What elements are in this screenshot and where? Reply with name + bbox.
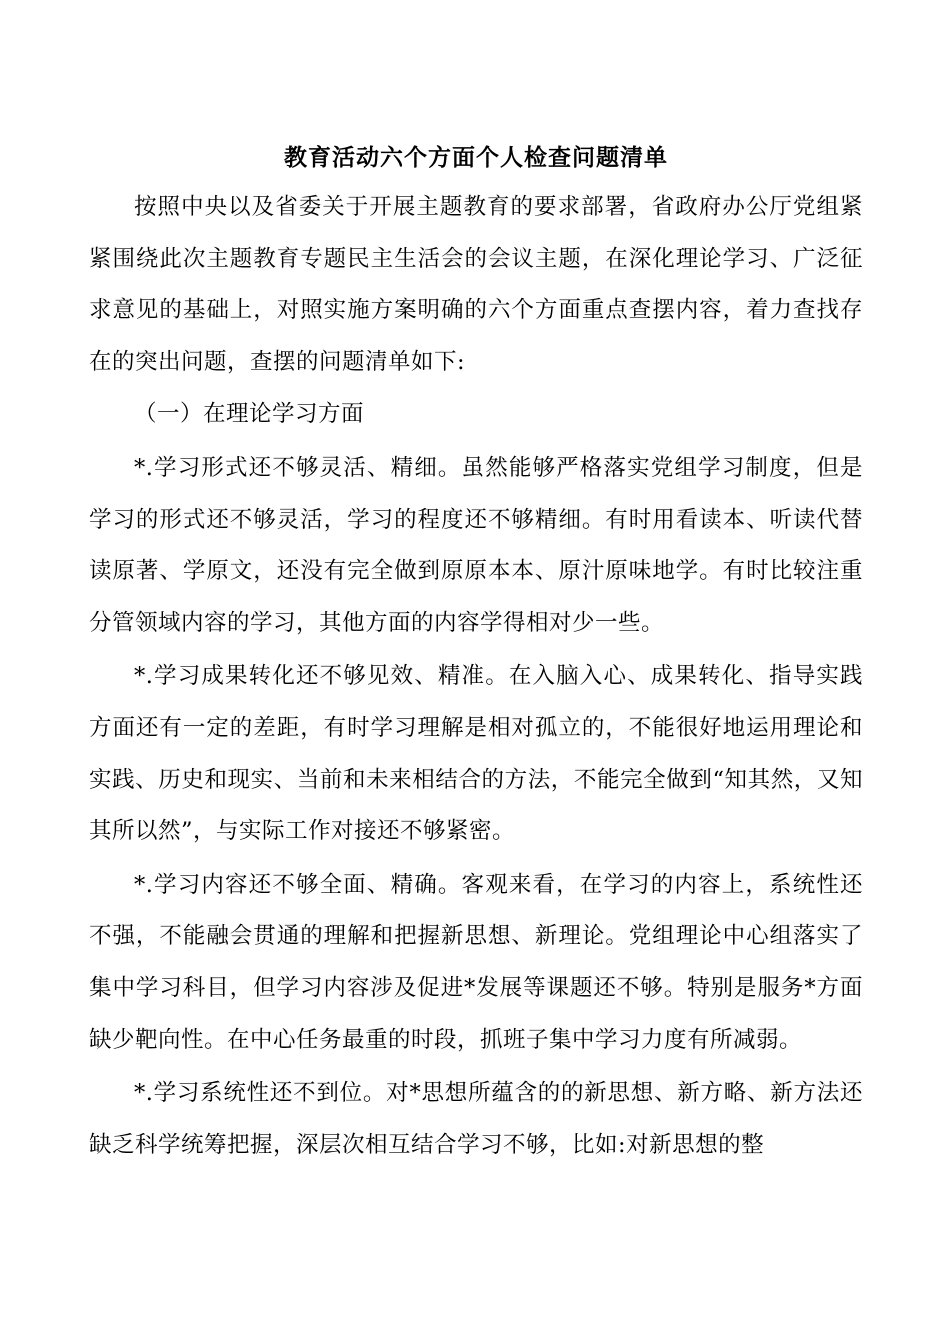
document-title: 教育活动六个方面个人检查问题清单 [284, 145, 668, 171]
body-paragraph-2: *.学习成果转化还不够见效、精准。在入脑入心、成果转化、指导实践方面还有一定的差距，有时学习理解是相对孤立的，不能很好地运用理论和实践、历史和现实、当前和未来相结合的方法，不能完全做到“知其然，又知其所以然”，与实际工作对接还不够紧密。 [89, 663, 863, 845]
body-paragraph-4: *.学习系统性还不到位。对*思想所蕴含的的新思想、新方略、新方法还缺乏科学统筹把握，深层次相互结合学习不够，比如:对新思想的整 [89, 1080, 863, 1158]
body-paragraph-1: *.学习形式还不够灵活、精细。虽然能够严格落实党组学习制度，但是学习的形式还不够灵活，学习的程度还不够精细。有时用看读本、听读代替读原著、学原文，还没有完全做到原原本本、原汁原味地学。有时比较注重分管领域内容的学习，其他方面的内容学得相对少一些。 [89, 454, 863, 636]
body-paragraph-3: *.学习内容还不够全面、精确。客观来看，在学习的内容上，系统性还不强，不能融会贯通的理解和把握新思想、新理论。党组理论中心组落实了集中学习科目，但学习内容涉及促进*发展等课题还不够。特别是服务*方面缺少靶向性。在中心任务最重的时段，抓班子集中学习力度有所减弱。 [89, 871, 863, 1053]
document-body [89, 138, 863, 1171]
intro-paragraph: 按照中央以及省委关于开展主题教育的要求部署，省政府办公厅党组紧紧围绕此次主题教育专题民主生活会的会议主题，在深化理论学习、广泛征求意见的基础上，对照实施方案明确的六个方面重点查摆内容，着力查找存在的突出问题，查摆的问题清单如下: [89, 194, 863, 375]
section-heading: （一）在理论学习方面 [134, 401, 365, 428]
